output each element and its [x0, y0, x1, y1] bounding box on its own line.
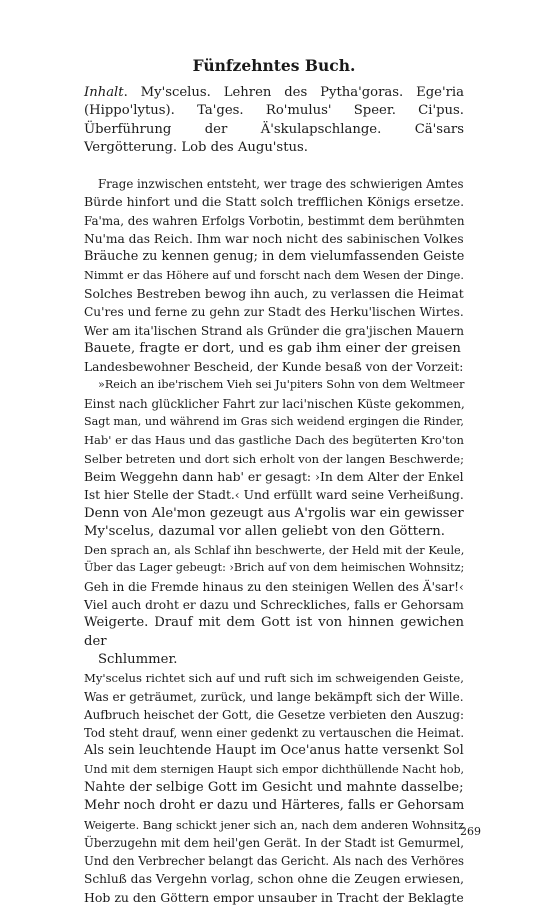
verse-line: Sagt man, und während im Gras sich weidend ergingen die Rinder,	[84, 415, 464, 429]
verse-line: Als sein leuchtende Haupt im Oce'anus hatte versenkt Sol	[84, 743, 464, 759]
verse-line: Selber betreten und dort sich erholt von der langen Beschwerde;	[84, 451, 464, 466]
verse-line: Viel auch droht er dazu und Schreckliches, falls er Gehorsam	[84, 598, 464, 613]
verse-line: Bauete, fragte er dort, und es gab ihm einer der greisen	[84, 340, 461, 356]
verse-line: Nu'ma das Reich. Ihm war noch nicht des sabinischen Volkes	[84, 232, 464, 247]
verse-line: Hob zu den Göttern empor unsauber in Tracht der Beklagte	[84, 889, 464, 905]
verse-line: Aufbruch heischet der Gott, die Gesetze verbieten den Auszug:	[84, 707, 464, 722]
verse-line: Über das Lager gebeugt: ›Brich auf von dem heimischen Wohnsitz;	[84, 561, 465, 575]
verse-line: Hab' er das Haus und das gastliche Dach des begüterten Kro'ton	[84, 433, 464, 448]
chapter-title: Fünfzehntes Buch.	[192, 56, 356, 75]
verse-line: Geh in die Fremde hinaus zu den steinigen Wellen des Ä'sar!‹	[84, 579, 464, 594]
verse-line-continuation: Schlummer.	[98, 651, 178, 667]
verse-line: Bräuche zu kennen genug; in dem vielumfassenden Geiste	[84, 249, 465, 265]
verse-line: Tod steht drauf, wenn einer gedenkt zu vertauschen die Heimat.	[84, 726, 465, 741]
verse-line: Den sprach an, als Schlaf ihn beschwerte, der Held mit der Keule,	[84, 543, 465, 558]
verse-line: Wer am ita'lischen Strand als Gründer die gra'jischen Mauern	[84, 323, 464, 338]
verse-line: Ist hier Stelle der Stadt.‹ Und erfüllt ward seine Verheißung.	[84, 488, 464, 503]
verse-line: Denn von Ale'mon gezeugt aus A'rgolis war ein gewisser	[84, 505, 464, 521]
verse-line: Weigerte. Bang schickt jener sich an, nach dem anderen Wohnsitz	[84, 817, 465, 832]
verse-line: Landesbewohner Bescheid, der Kunde besaß von der Vorzeit:	[84, 360, 464, 375]
page-content	[84, 56, 464, 907]
verse-line: Einst nach glücklicher Fahrt zur laci'nischen Küste gekommen,	[84, 396, 465, 411]
verse-line: Bürde hinfort und die Statt solch trefflichen Königs ersetze.	[84, 194, 465, 210]
summary-text: . My'scelus. Lehren des Pytha'goras. Ege'ria (Hippo'lytus). Ta'ges. Ro'mulus' Speer. Ci'pus. Überführung der Ä'skulapschlange. Cä'sars Vergötterung. Lob des Augu'stus.	[84, 85, 464, 155]
verse-line: »Reich an ibe'rischem Vieh sei Ju'piters Sohn von dem Weltmeer	[98, 378, 465, 392]
verse-line: Frage inzwischen entsteht, wer trage des schwierigen Amtes	[98, 177, 464, 192]
verse-text	[84, 175, 464, 907]
verse-line: Beim Weggehn dann hab' er gesagt: ›In dem Alter der Enkel	[84, 468, 464, 484]
verse-line: My'scelus richtet sich auf und ruft sich im schweigenden Geiste,	[84, 671, 464, 686]
verse-line: Was er geträumet, zurück, und lange bekämpft sich der Wille.	[84, 689, 464, 704]
verse-line: Und mit dem sternigen Haupt sich empor dichthüllende Nacht hob,	[84, 762, 465, 776]
verse-line: Nahte der selbige Gott im Gesicht und mahnte dasselbe;	[84, 779, 464, 795]
page-number: 269	[460, 825, 481, 838]
verse-line: Weigerte. Drauf mit dem Gott ist von hinnen gewichen der	[84, 615, 464, 649]
verse-line: Überzugehn mit dem heil'gen Gerät. In der Stadt ist Gemurmel,	[84, 835, 464, 850]
verse-line: Mehr noch droht er dazu und Härteres, falls er Gehorsam	[84, 798, 465, 814]
chapter-summary	[84, 84, 464, 157]
summary-label: Inhalt	[84, 85, 124, 100]
verse-line: Nimmt er das Höhere auf und forscht nach dem Wesen der Dinge.	[84, 268, 464, 282]
verse-line: My'scelus, dazumal vor allen geliebt von den Göttern.	[84, 523, 445, 539]
verse-line: Fa'ma, des wahren Erfolgs Vorbotin, bestimmt dem berühmten	[84, 213, 465, 228]
verse-line: Schluß das Vergehn vorlag, schon ohne die Zeugen erwiesen,	[84, 872, 465, 887]
verse-line: Cu'res und ferne zu gehn zur Stadt des Herku'lischen Wirtes.	[84, 305, 464, 320]
verse-line: Und den Verbrecher belangt das Gericht. Als nach des Verhöres	[84, 854, 465, 869]
verse-line: Solches Bestreben bewog ihn auch, zu verlassen die Heimat	[84, 285, 464, 301]
